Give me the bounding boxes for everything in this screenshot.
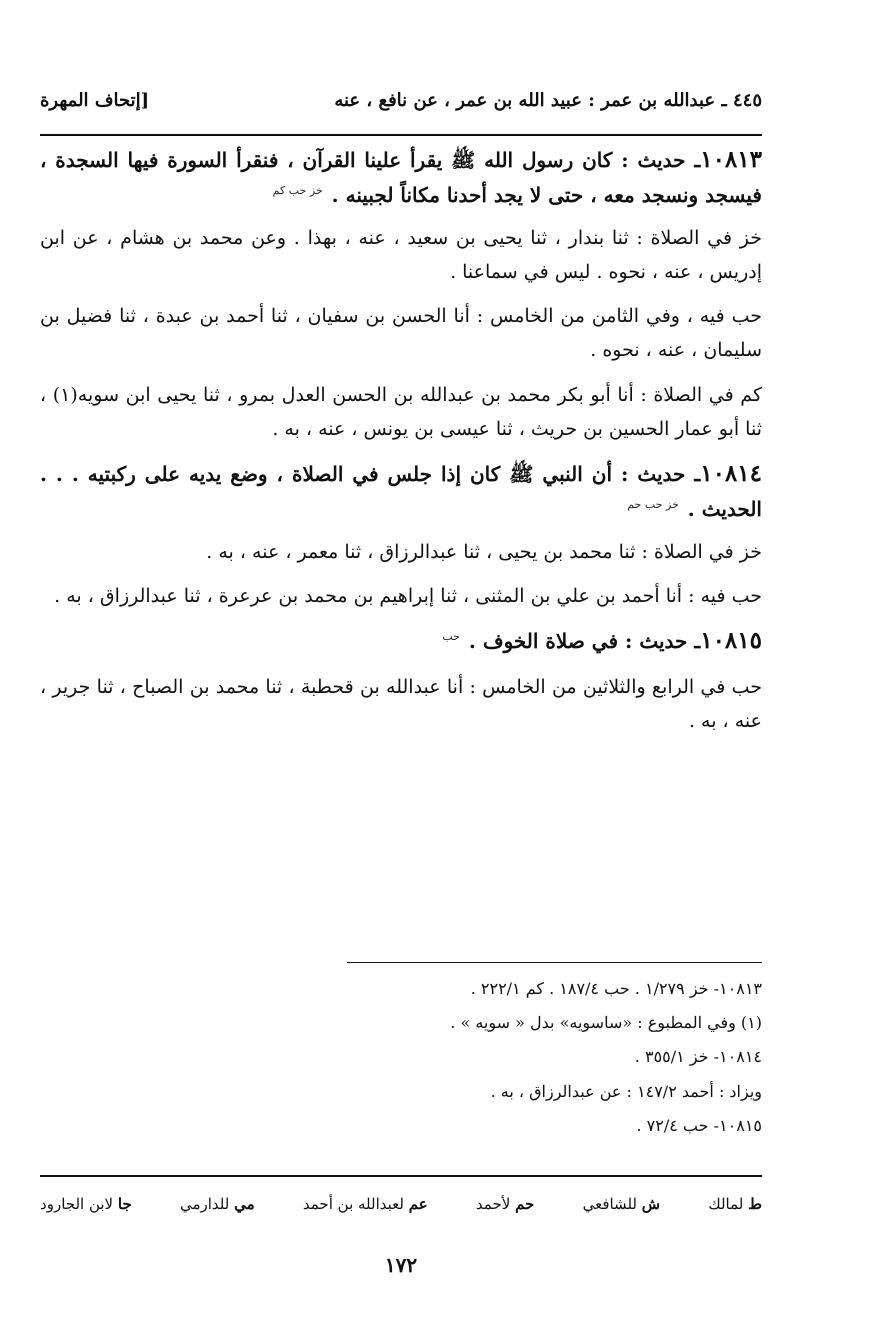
- hadith-number: ١٠٨١٥: [700, 627, 762, 655]
- hadith-sigla: خز حب حم: [627, 498, 679, 512]
- footnote-line: ويزاد : أحمد ١٤٧/٢ : عن عبدالرزاق ، به .: [490, 1081, 762, 1101]
- abbreviation-name: لابن الجارود: [40, 1195, 114, 1213]
- header-divider: [40, 134, 762, 136]
- footnote-line: (١) وفي المطبوع : «ساسويه» بدل « سويه » .: [450, 1013, 762, 1033]
- main-content: [40, 142, 762, 738]
- abbreviations-divider: [40, 1175, 762, 1177]
- abbreviation-code: جا: [117, 1195, 132, 1213]
- abbreviation-name: للشافعي: [582, 1195, 637, 1213]
- hadith-number: ١٠٨١٣: [700, 146, 762, 173]
- abbreviation-item: [303, 1195, 428, 1213]
- abbreviation-item: [40, 1195, 132, 1213]
- abbreviation-name: لأحمد: [475, 1195, 511, 1213]
- header-book-title: [إتحاف المهرة: [40, 89, 150, 111]
- abbreviation-name: لعبدالله بن أحمد: [302, 1195, 404, 1213]
- isnad-paragraph: كم في الصلاة : أنا أبو بكر محمد بن عبدالله بن الحسن العدل بمرو ، ثنا يحيى ابن سويه(١) ، ثنا أبو عمار الحسين بن حريث ، ثنا عيسى بن يونس ، عنه ، به .: [40, 383, 762, 440]
- abbreviation-code: ش: [641, 1195, 661, 1213]
- isnad-paragraph: خز في الصلاة : ثنا بندار ، ثنا يحيى بن سعيد ، عنه ، بهذا . وعن محمد بن هشام ، عن ابن إدريس ، عنه ، نحوه . ليس في سماعنا .: [40, 226, 762, 283]
- abbreviations-key: [40, 1195, 762, 1213]
- hadith-text: ـ حديث : أن النبي ﷺ كان إذا جلس في الصلاة ، وضع يديه على ركبتيه . . . الحديث .: [40, 461, 762, 521]
- isnad-paragraph: حب فيه ، وفي الثامن من الخامس : أنا الحسن بن سفيان ، ثنا أحمد بن عبدة ، ثنا فضيل بن سليمان ، عنه ، نحوه .: [40, 305, 762, 362]
- hadith-heading: [40, 456, 762, 525]
- abbreviation-name: للدارمي: [179, 1195, 230, 1213]
- header-chapter: ٤٤٥ ـ عبدالله بن عمر : عبيد الله بن عمر ، عن نافع ، عنه: [334, 89, 762, 111]
- book-page: [40, 0, 762, 1333]
- hadith-number: ١٠٨١٤: [700, 459, 762, 487]
- running-header: [40, 84, 762, 116]
- footnote-divider: [347, 962, 762, 963]
- isnad-paragraph: حب في الرابع والثلاثين من الخامس : أنا عبدالله بن قحطبة ، ثنا محمد بن الصباح ، ثنا جرير ، عنه ، به .: [40, 675, 762, 733]
- hadith-text: ـ حديث : في صلاة الخوف .: [468, 629, 701, 654]
- hadith-entry: [40, 142, 762, 446]
- abbreviation-code: حم: [515, 1195, 535, 1213]
- isnad-paragraph: حب فيه : أنا أحمد بن علي بن المثنى ، ثنا إبراهيم بن محمد بن عرعرة ، ثنا عبدالرزاق ، به .: [54, 584, 762, 607]
- abbreviation-code: عم: [408, 1195, 428, 1213]
- hadith-sigla: خز حب كم: [272, 184, 323, 198]
- abbreviation-item: [180, 1195, 255, 1213]
- abbreviation-item: [708, 1195, 762, 1213]
- abbreviation-item: [476, 1195, 534, 1213]
- abbreviation-item: [583, 1195, 661, 1213]
- hadith-sigla: حب: [442, 630, 460, 644]
- hadith-entry: [40, 623, 762, 738]
- isnad-paragraph: خز في الصلاة : ثنا محمد بن يحيى ، ثنا عبدالرزاق ، ثنا معمر ، عنه ، به .: [206, 540, 762, 563]
- hadith-text: ـ حديث : كان رسول الله ﷺ يقرأ علينا القرآن ، فنقرأ السورة فيها السجدة ، فيسجد ونسجد معه ، حتى لا يجد أحدنا مكاناً لجبينه .: [40, 148, 762, 207]
- hadith-entry: [40, 456, 762, 613]
- abbreviation-code: مي: [234, 1195, 255, 1213]
- footnotes-section: [347, 962, 762, 1150]
- hadith-heading: [40, 142, 762, 211]
- footnote-line: ١٠٨١٣- خز ١/٢٧٩ . حب ١٨٧/٤ . كم ٢٢٢/١ .: [470, 979, 762, 998]
- page-number: ١٧٢: [384, 1253, 418, 1277]
- hadith-heading: [40, 623, 762, 660]
- abbreviation-name: لمالك: [708, 1195, 744, 1213]
- footnote-line: ١٠٨١٤- خز ٣٥٥/١ .: [634, 1047, 762, 1067]
- abbreviation-code: ط: [748, 1195, 762, 1213]
- footnote-line: ١٠٨١٥- حب ٧٢/٤ .: [636, 1115, 762, 1135]
